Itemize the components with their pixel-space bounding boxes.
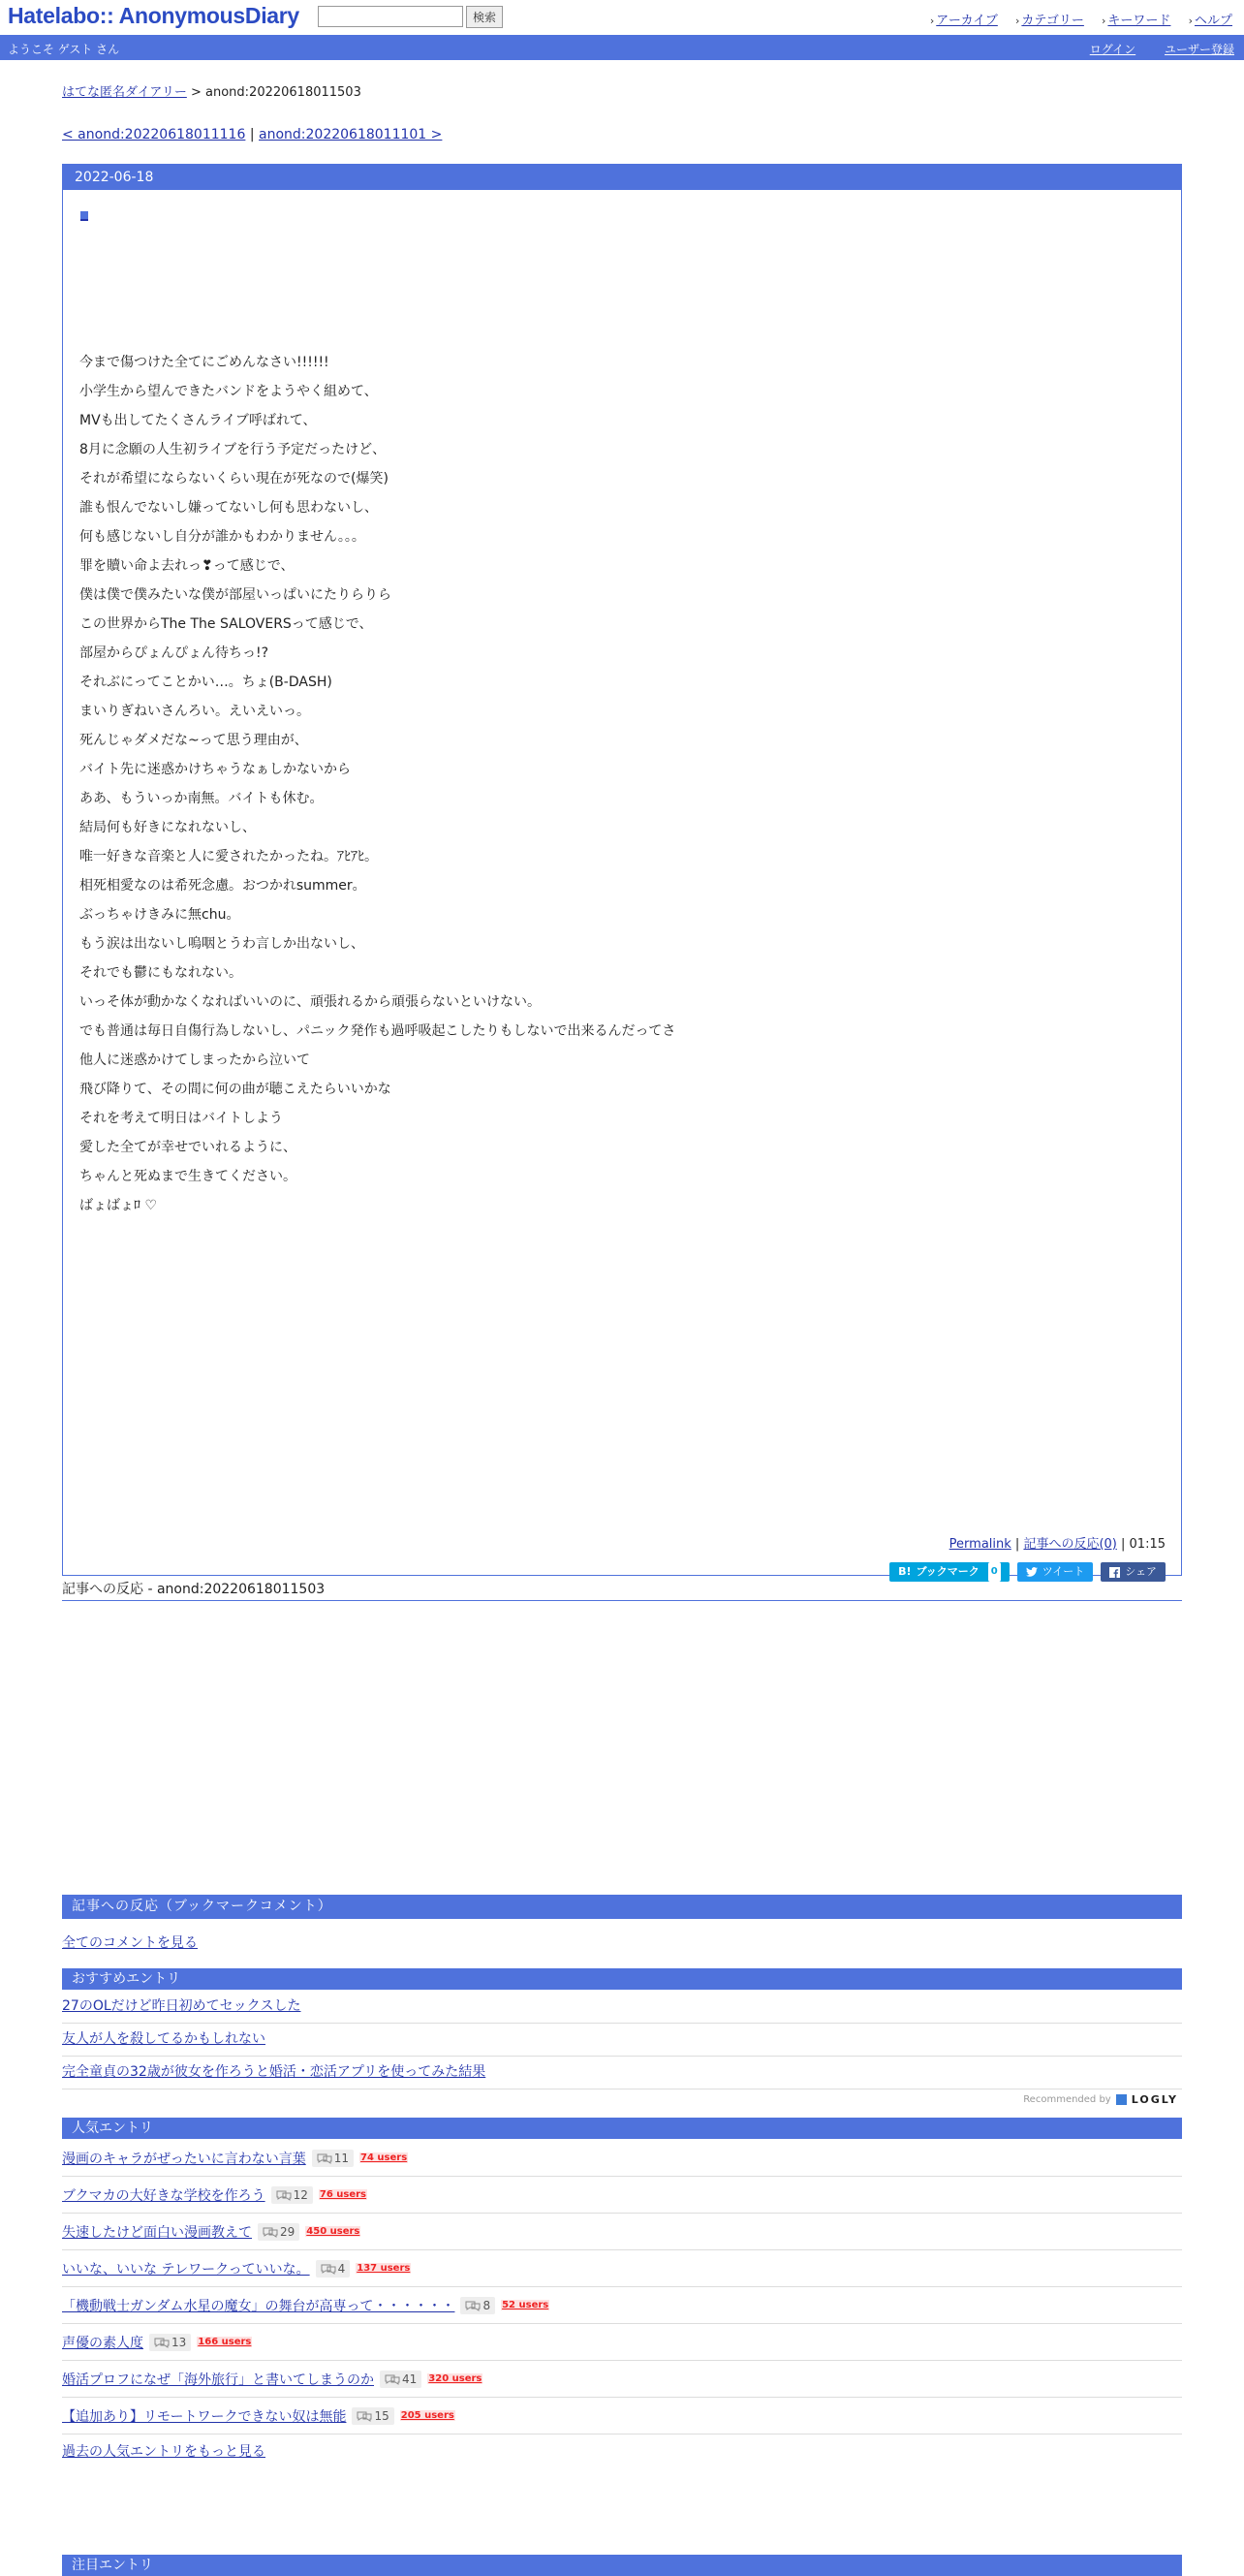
popular-link[interactable]: ブクマカの大好きな学校を作ろう <box>62 2187 265 2204</box>
logly-logo-icon <box>1116 2094 1127 2105</box>
popular-item <box>62 2250 1182 2287</box>
breadcrumb-separator: > <box>186 85 206 100</box>
nav-label[interactable]: カテゴリー <box>1021 14 1084 28</box>
comment-count-badge[interactable] <box>316 2260 351 2278</box>
recommended-link[interactable]: 友人が人を殺してるかもしれない <box>62 2031 265 2047</box>
popular-link[interactable]: 婚活プロフになぜ「海外旅行」と書いてしまうのか <box>62 2372 374 2388</box>
permalink[interactable]: Permalink <box>949 1537 1011 1552</box>
bookmark-users-badge[interactable]: 76 users <box>319 2189 367 2200</box>
comment-count-badge[interactable] <box>149 2334 191 2351</box>
list-item <box>62 1991 1182 2024</box>
entry-line: 唯一好きな音楽と人に愛されたかったね。ｱﾋｱﾋ。 <box>79 849 378 864</box>
popular-link[interactable]: 漫画のキャラがぜったいに言わない言葉 <box>62 2151 306 2167</box>
attention-heading: 注目エントリ <box>62 2555 1182 2576</box>
comment-count-badge[interactable] <box>258 2223 299 2241</box>
popular-list <box>62 2140 1182 2469</box>
comment-bubble-icon <box>154 2337 170 2348</box>
entry-line: それが希望にならないくらい現在が死なので(爆笑) <box>79 471 389 487</box>
entry-line: それでも鬱にもなれない。 <box>79 965 242 981</box>
bookmark-users-badge[interactable]: 137 users <box>357 2263 411 2274</box>
entry-line: それぶにってことかい…。ちょ(B-DASH) <box>79 675 332 690</box>
twitter-bird-icon <box>1026 1567 1038 1577</box>
recommended-heading: おすすめエントリ <box>62 1968 1182 1990</box>
entry-line: 罪を贖い命よ去れっ❣って感じで、 <box>79 558 295 574</box>
comment-count: 15 <box>374 2408 389 2423</box>
entry-line: 愛した全てが幸せでいれるように、 <box>79 1140 296 1155</box>
entry-line: 結局何も好きになれないし、 <box>79 820 256 835</box>
bookmark-users-badge[interactable]: 205 users <box>400 2410 454 2421</box>
bookmark-users-badge[interactable]: 74 users <box>360 2152 408 2163</box>
facebook-icon <box>1109 1567 1120 1578</box>
comment-count-badge[interactable] <box>380 2371 421 2388</box>
entry-date: 2022-06-18 <box>63 165 1181 190</box>
comment-bubble-icon <box>357 2410 372 2422</box>
hatena-b-icon: B! <box>898 1565 912 1578</box>
bookmark-comments-heading: 記事への反応（ブックマークコメント） <box>62 1895 1182 1919</box>
login-link[interactable]: ログイン <box>1089 43 1136 56</box>
entry-line: 今まで傷つけた全てにごめんなさい!!!!!! <box>79 355 329 370</box>
entry-line: でも普通は毎日自傷行為しないし、パニック発作も過呼吸起こしたりもしないで出来るんだってさ <box>79 1023 676 1039</box>
entry-line: 飛び降りて、その間に何の曲が聴こえたらいいかな <box>79 1082 391 1097</box>
entry-line: ちゃんと死ぬまで生きてください。 <box>79 1169 296 1184</box>
comment-count-badge[interactable] <box>271 2186 313 2204</box>
nav-category[interactable] <box>1015 14 1084 28</box>
logly-brand: LOGLY <box>1131 2093 1178 2106</box>
entry-pager <box>62 127 1182 142</box>
recommended-link[interactable]: 27のOLだけど昨日初めてセックスした <box>62 1998 301 2014</box>
comment-bubble-icon <box>317 2152 332 2164</box>
chevron-right-icon: › <box>929 15 935 27</box>
comment-count: 13 <box>171 2335 187 2349</box>
facebook-label: シェア <box>1125 1565 1157 1578</box>
popular-link[interactable]: 声優の素人度 <box>62 2335 143 2351</box>
breadcrumb-current: anond:20220618011503 <box>205 85 361 100</box>
reaction-count-link[interactable]: 記事への反応(0) <box>1023 1537 1117 1552</box>
bookmark-users-badge[interactable]: 320 users <box>428 2373 482 2384</box>
popular-link[interactable]: 【追加あり】リモートワークできない奴は無能 <box>62 2408 347 2425</box>
entry-line: この世界からThe The SALOVERSって感じで、 <box>79 616 373 632</box>
entry-line: もう涙は出ないし嗚咽とうわ言しか出ないし、 <box>79 936 364 952</box>
comment-bubble-icon <box>385 2373 400 2385</box>
more-popular-row <box>62 2435 1182 2469</box>
comment-bubble-icon <box>276 2189 292 2201</box>
comment-count: 41 <box>402 2372 418 2386</box>
entry-line: 相死相愛なのは希死念慮。おつかれsummer。 <box>79 878 366 894</box>
entry-line: 僕は僕で僕みたいな僕が部屋いっぱいにたりらりら <box>79 587 391 603</box>
popular-item <box>62 2324 1182 2361</box>
entry-anchor-square[interactable] <box>80 211 88 221</box>
top-nav <box>917 10 1232 28</box>
comment-count: 12 <box>293 2187 308 2202</box>
comment-count: 4 <box>337 2261 346 2276</box>
entry-line: 他人に迷惑かけてしまったから泣いて <box>79 1052 310 1068</box>
popular-item <box>62 2140 1182 2177</box>
account-links <box>1065 41 1234 57</box>
chevron-right-icon: › <box>1014 15 1020 27</box>
next-entry-link[interactable]: anond:20220618011101 > <box>259 127 443 142</box>
user-bar <box>0 35 1244 60</box>
popular-heading: 人気エントリ <box>62 2118 1182 2139</box>
entry-line: それを考えて明日はバイトしよう <box>79 1111 283 1126</box>
bookmark-count: 0 <box>988 1562 1001 1582</box>
comment-count: 11 <box>333 2151 350 2165</box>
entry-line: ああ、もういっか南無。バイトも休む。 <box>79 791 324 806</box>
entry-line: 8月に念願の人生初ライブを行う予定だったけど、 <box>79 442 387 457</box>
entry-line: ばょばょﾛ ♡ <box>79 1198 158 1213</box>
popular-item <box>62 2398 1182 2435</box>
comment-bubble-icon <box>263 2226 278 2238</box>
entry-line: 部屋からぴょんぴょん待ちっ!? <box>79 645 269 661</box>
nav-label[interactable]: キーワード <box>1107 14 1171 28</box>
comment-count-badge[interactable] <box>312 2150 354 2167</box>
entry-line: ぶっちゃけきみに無chu。 <box>79 907 240 923</box>
popular-item <box>62 2214 1182 2250</box>
nav-keyword[interactable] <box>1102 14 1170 28</box>
entry-line: 何も感じないし自分が誰かもわかりません。。。 <box>79 529 365 545</box>
diary-entry <box>62 164 1182 1576</box>
entry-line: MVも出してたくさんライブ呼ばれて、 <box>79 413 317 428</box>
list-item <box>62 2057 1182 2089</box>
reaction-section-title: 記事への反応 - anond:20220618011503 <box>62 1579 1182 1601</box>
comment-bubble-icon <box>321 2263 336 2275</box>
main-content <box>62 81 1182 2573</box>
popular-item <box>62 2361 1182 2398</box>
popular-item <box>62 2287 1182 2324</box>
recommended-list <box>62 1991 1182 2089</box>
comment-count-badge[interactable] <box>460 2297 495 2314</box>
entry-footer: Permalink | 記事への反応(0) | 01:15 <box>949 1537 1166 1552</box>
entry-line: 死んじゃダメだな~って思う理由が、 <box>79 733 308 748</box>
register-link[interactable]: ユーザー登録 <box>1164 43 1234 56</box>
nav-archive[interactable] <box>930 14 998 28</box>
bookmark-users-badge[interactable]: 52 users <box>502 2300 549 2310</box>
recommended-link[interactable]: 完全童貞の32歳が彼女を作ろうと婚活・恋活アプリを使ってみた結果 <box>62 2064 486 2080</box>
entry-time: 01:15 <box>1129 1537 1166 1552</box>
popular-link[interactable]: いいな、いいな テレワークっていいな。 <box>62 2261 310 2278</box>
entry-line: バイト先に迷惑かけちゃうなぁしかないから <box>79 762 351 777</box>
bookmark-users-badge[interactable]: 166 users <box>198 2337 252 2347</box>
list-item <box>62 2024 1182 2057</box>
popular-link[interactable]: 失速したけど面白い漫画教えて <box>62 2224 252 2241</box>
entry-line: まいりぎねいさんろい。えいえいっ。 <box>79 704 310 719</box>
welcome-text: ようこそ ゲスト さん <box>8 43 120 56</box>
comment-count: 29 <box>280 2224 295 2239</box>
entry-body <box>79 348 675 1220</box>
comment-bubble-icon <box>465 2300 481 2311</box>
chevron-right-icon: › <box>1102 15 1106 27</box>
entry-line: 小学生から望んできたバンドをようやく組めて、 <box>79 384 378 399</box>
nav-help[interactable] <box>1189 14 1232 28</box>
tweet-label: ツイート <box>1042 1565 1085 1578</box>
search-button[interactable]: 検索 <box>466 6 503 28</box>
nav-label[interactable]: ヘルプ <box>1194 14 1232 28</box>
popular-link[interactable]: 「機動戦士ガンダム水星の魔女」の舞台が高専って・・・・・・ <box>62 2298 455 2314</box>
all-comments-link[interactable]: 全てのコメントを見る <box>62 1935 198 1951</box>
entry-line: 誰も恨んでないし嫌ってないし何も思わないし、 <box>79 500 378 516</box>
pager-separator: | <box>245 127 260 142</box>
prev-entry-link[interactable]: < anond:20220618011116 <box>62 127 246 142</box>
breadcrumb <box>62 81 1182 100</box>
nav-label[interactable]: アーカイブ <box>936 14 998 28</box>
breadcrumb-root[interactable]: はてな匿名ダイアリー <box>62 85 187 100</box>
entry-line: いっそ体が動かなくなればいいのに、頑張れるから頑張らないといけない。 <box>79 994 541 1010</box>
comment-count-badge[interactable] <box>352 2407 393 2425</box>
logly-credit[interactable] <box>1023 2093 1178 2106</box>
more-popular-link[interactable]: 過去の人気エントリをもっと見る <box>62 2444 265 2460</box>
popular-item <box>62 2177 1182 2214</box>
bookmark-label: ブックマーク <box>916 1565 980 1578</box>
site-logo[interactable]: Hatelabo:: AnonymousDiary <box>8 3 299 28</box>
search-input[interactable] <box>318 6 463 27</box>
chevron-right-icon: › <box>1188 15 1193 27</box>
bookmark-users-badge[interactable]: 450 users <box>306 2226 360 2237</box>
comment-count: 8 <box>482 2298 491 2312</box>
recommended-by-text: Recommended by <box>1023 2094 1111 2105</box>
header <box>0 0 1244 35</box>
